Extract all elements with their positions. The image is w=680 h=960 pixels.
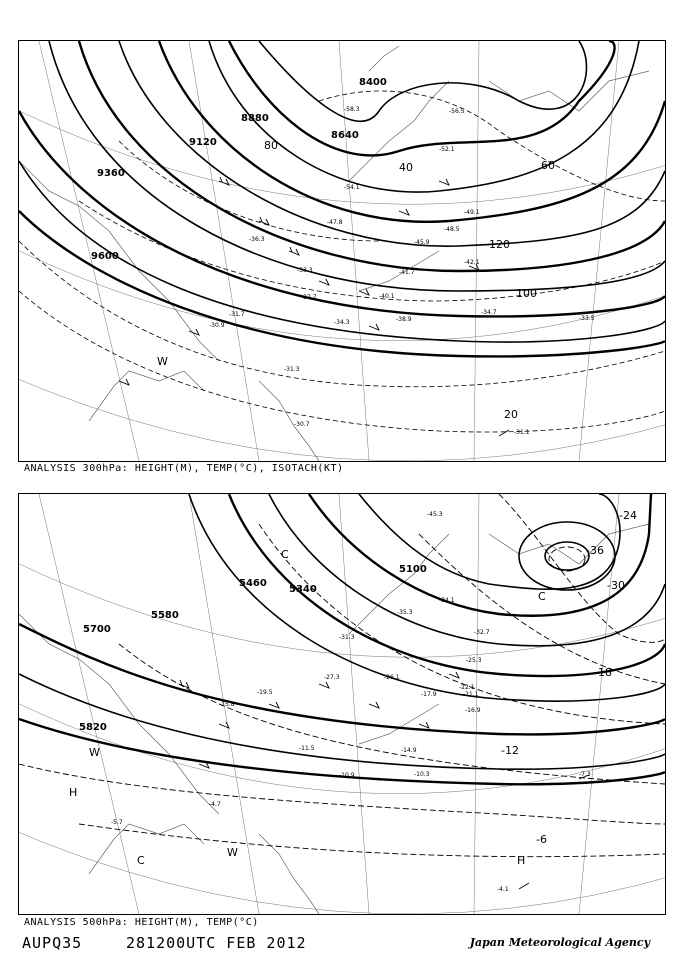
temp-obs: -14.9 bbox=[401, 747, 417, 754]
temp-obs: -47.8 bbox=[327, 219, 343, 226]
temp-obs: -33.5 bbox=[579, 315, 595, 322]
temp-obs: -17.9 bbox=[421, 691, 437, 698]
agency-name: Japan Meteorological Agency bbox=[469, 936, 650, 949]
temp-obs: -31.1 bbox=[514, 429, 530, 436]
temp-obs: -34.1 bbox=[439, 597, 455, 604]
temperature-observations bbox=[111, 511, 591, 893]
temp-obs: -27.3 bbox=[324, 674, 340, 681]
height-label-5100: 5100 bbox=[399, 564, 427, 575]
isotherm-label-minus-12: -12 bbox=[501, 744, 519, 757]
isotherm-label-minus-36: -36 bbox=[586, 544, 604, 557]
temp-obs: -25.3 bbox=[466, 657, 482, 664]
height-label-9120: 9120 bbox=[189, 137, 217, 148]
temp-obs: -4.1 bbox=[497, 886, 509, 893]
temp-obs: -7.3 bbox=[579, 771, 591, 778]
cold-marker-c: C bbox=[281, 548, 289, 561]
temp-obs: -41.7 bbox=[399, 269, 415, 276]
map-500hpa-svg bbox=[19, 494, 665, 914]
temp-obs: -45.9 bbox=[414, 239, 430, 246]
height-label-5580: 5580 bbox=[151, 610, 179, 621]
coastlines bbox=[19, 524, 649, 914]
map-panel-300hpa bbox=[18, 40, 666, 462]
temp-obs: -42.1 bbox=[464, 259, 480, 266]
temp-obs: -31.3 bbox=[284, 366, 300, 373]
temp-obs: -32.7 bbox=[474, 629, 490, 636]
isotach-label-20: 20 bbox=[504, 408, 518, 421]
high-pressure-marker-h: H bbox=[69, 786, 78, 799]
temp-obs: -30.9 bbox=[209, 322, 225, 329]
temp-obs: -36.3 bbox=[249, 236, 265, 243]
temp-obs: -16.9 bbox=[465, 707, 481, 714]
temp-obs: -34.7 bbox=[481, 309, 497, 316]
wind-marker-w: W bbox=[157, 355, 168, 368]
temp-obs: -19.5 bbox=[257, 689, 273, 696]
height-label-8400: 8400 bbox=[359, 77, 387, 88]
isotach-label-100: 100 bbox=[516, 287, 537, 300]
chart-code: AUPQ35 bbox=[22, 934, 83, 952]
isotherm-label-minus-18: -18 bbox=[594, 666, 612, 679]
isotherm-label-minus-6: -6 bbox=[536, 833, 547, 846]
high-pressure-marker-h: H bbox=[517, 854, 526, 867]
map-panel-500hpa bbox=[18, 493, 666, 915]
temp-obs: -11.5 bbox=[299, 745, 315, 752]
temp-obs: -26.1 bbox=[384, 674, 400, 681]
temp-obs: -58.3 bbox=[344, 106, 360, 113]
height-label-5700: 5700 bbox=[83, 624, 111, 635]
height-label-9360: 9360 bbox=[97, 168, 125, 179]
warm-marker-w: W bbox=[89, 746, 100, 759]
temp-obs: -33.3 bbox=[297, 267, 313, 274]
height-label-5340: 5340 bbox=[289, 584, 317, 595]
temp-obs: -35.3 bbox=[397, 609, 413, 616]
caption-500hpa: ANALYSIS 500hPa: HEIGHT(M), TEMP(°C) bbox=[24, 917, 259, 928]
temp-obs: -31.7 bbox=[229, 311, 245, 318]
height-label-5820: 5820 bbox=[79, 722, 107, 733]
isotherm-label-minus-30: -30 bbox=[607, 579, 625, 592]
height-label-8640: 8640 bbox=[331, 130, 359, 141]
height-label-8880: 8880 bbox=[241, 113, 269, 124]
height-label-5460: 5460 bbox=[239, 578, 267, 589]
cold-marker-c: C bbox=[137, 854, 145, 867]
warm-marker-w: W bbox=[227, 846, 238, 859]
isotach-label-60: 60 bbox=[541, 159, 555, 172]
temp-obs: -4.7 bbox=[209, 801, 221, 808]
temp-obs: -54.1 bbox=[344, 184, 360, 191]
isotach-label-120: 120 bbox=[489, 238, 510, 251]
map-300hpa-svg bbox=[19, 41, 665, 461]
temp-obs: -52.1 bbox=[439, 146, 455, 153]
isotach-label-80: 80 bbox=[264, 139, 278, 152]
temp-obs: -56.5 bbox=[449, 108, 465, 115]
height-contours bbox=[19, 41, 665, 356]
height-label-9600: 9600 bbox=[91, 251, 119, 262]
temp-obs: -10.9 bbox=[339, 772, 355, 779]
issue-time: 281200UTC FEB 2012 bbox=[126, 934, 307, 952]
temp-obs: -31.3 bbox=[339, 634, 355, 641]
temp-obs: -48.5 bbox=[444, 226, 460, 233]
temp-obs: -37.7 bbox=[301, 294, 317, 301]
temp-obs: -5.7 bbox=[111, 819, 123, 826]
temp-obs: -22.1 bbox=[459, 684, 475, 691]
temp-obs: -30.7 bbox=[294, 421, 310, 428]
caption-300hpa: ANALYSIS 300hPa: HEIGHT(M), TEMP(°C), ISOTACH(KT) bbox=[24, 463, 344, 474]
temp-obs: -10.3 bbox=[414, 771, 430, 778]
temp-obs: -15.8 bbox=[219, 701, 235, 708]
temp-obs: -49.1 bbox=[464, 209, 480, 216]
temp-obs: -38.9 bbox=[396, 316, 412, 323]
isotherm-label-minus-24: -24 bbox=[619, 509, 637, 522]
isotach-label-40: 40 bbox=[399, 161, 413, 174]
temp-obs: -21.1 bbox=[463, 691, 479, 698]
temp-obs: -45.3 bbox=[427, 511, 443, 518]
temp-obs: -34.3 bbox=[334, 319, 350, 326]
temp-obs: -40.1 bbox=[379, 293, 395, 300]
cold-marker-c: C bbox=[538, 590, 546, 603]
